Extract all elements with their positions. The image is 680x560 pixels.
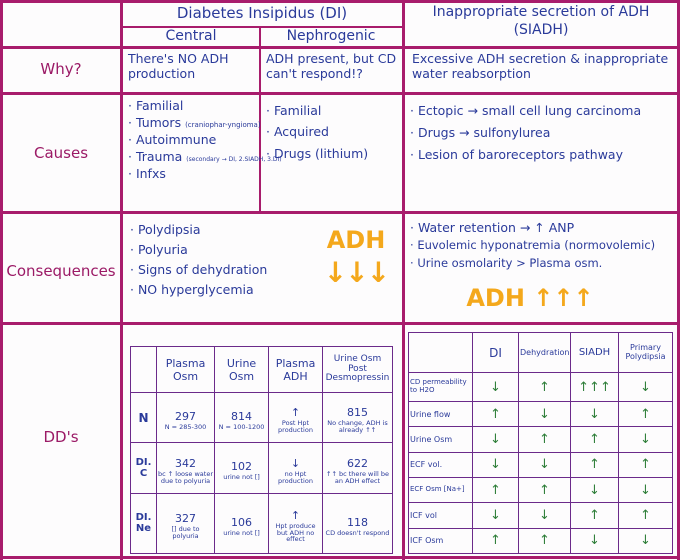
adh-label-di: ADH bbox=[326, 226, 386, 254]
table-cell: ↑ bbox=[519, 373, 571, 402]
table-cell: ↑ bbox=[619, 402, 673, 427]
table-header-cell: SIADH bbox=[571, 333, 619, 373]
table-cell: 297 N = 285-300 bbox=[157, 393, 215, 443]
table-cell: ↓ bbox=[519, 503, 571, 528]
grid-row-dds bbox=[0, 322, 680, 325]
row-label: DI. Ne bbox=[131, 493, 157, 553]
header-di: Diabetes Insipidus (DI) bbox=[176, 4, 348, 22]
header-siadh-abbr: (SIADH) bbox=[513, 22, 569, 38]
table-cell: 815 No change, ADH is already ↑↑ bbox=[323, 393, 393, 443]
why-siadh: Excessive ADH secretion & inappropriate water reabsorption bbox=[412, 51, 669, 81]
list-item: · Familial bbox=[266, 100, 400, 121]
table-cell: ↑ bbox=[473, 402, 519, 427]
adh-increase-label: ADH ↑↑↑ bbox=[466, 284, 594, 312]
table-cell: 106 urine not [] bbox=[215, 493, 269, 553]
row-label: Urine Osm bbox=[409, 427, 473, 452]
table-cell: ↑ bbox=[571, 427, 619, 452]
list-item: · Water retention → ↑ ANP bbox=[410, 218, 674, 237]
row-label: ICF Osm bbox=[409, 528, 473, 553]
table-cell: ↑ bbox=[619, 452, 673, 477]
table-cell: ↓ bbox=[619, 373, 673, 402]
why-nephrogenic: ADH present, but CD can't respond!? bbox=[266, 51, 397, 81]
table-cell: ↑↑↑ bbox=[571, 373, 619, 402]
table-cell: ↓ bbox=[519, 402, 571, 427]
row-label-causes: Causes bbox=[33, 144, 89, 162]
table-cell: ↓ no Hpt production bbox=[269, 443, 323, 493]
table-row bbox=[409, 427, 673, 452]
table-header-row bbox=[409, 333, 673, 373]
table-row bbox=[409, 503, 673, 528]
table-cell: ↓ bbox=[571, 402, 619, 427]
table-cell: ↓ bbox=[473, 452, 519, 477]
table-header-cell: Plasma ADH bbox=[269, 347, 323, 393]
table-cell: ↑ Hpt produce but ADH no effect bbox=[269, 493, 323, 553]
table-cell: ↓ bbox=[571, 478, 619, 503]
list-item: · Polyuria bbox=[130, 240, 320, 260]
grid-row-causes bbox=[0, 92, 680, 95]
table-header-cell: DI bbox=[473, 333, 519, 373]
table-cell: 814 N = 100-1200 bbox=[215, 393, 269, 443]
adh-decrease-arrows: ↓↓↓ bbox=[323, 256, 389, 289]
table-header-cell: Urine Osm bbox=[215, 347, 269, 393]
list-item: · NO hyperglycemia bbox=[130, 280, 320, 300]
list-item: · Ectopic → small cell lung carcinoma bbox=[410, 100, 674, 122]
table-cell: ↑ bbox=[519, 528, 571, 553]
table-row bbox=[409, 402, 673, 427]
row-label: Urine flow bbox=[409, 402, 473, 427]
list-item: · Signs of dehydration bbox=[130, 260, 320, 280]
row-label: ECF Osm [Na+] bbox=[409, 478, 473, 503]
row-label: ICF vol bbox=[409, 503, 473, 528]
grid-bottom bbox=[0, 556, 680, 559]
table-header-cell: Primary Polydipsia bbox=[619, 333, 673, 373]
table-cell: ↑ bbox=[473, 528, 519, 553]
table-cell: ↑ bbox=[473, 478, 519, 503]
table-cell: ↑ bbox=[619, 503, 673, 528]
causes-central-list bbox=[128, 98, 282, 182]
table-cell: ↓ bbox=[519, 452, 571, 477]
row-label: ECF vol. bbox=[409, 452, 473, 477]
table-header-cell: Urine Osm Post Desmopressin bbox=[323, 347, 393, 393]
table-cell: ↑ Post Hpt production bbox=[269, 393, 323, 443]
list-item: · Urine osmolarity > Plasma osm. bbox=[410, 255, 674, 273]
table-cell: ↓ bbox=[571, 528, 619, 553]
dd-table-di bbox=[130, 346, 393, 554]
table-cell: 118 CD doesn't respond bbox=[323, 493, 393, 553]
list-item: · Autoimmune bbox=[128, 132, 258, 149]
table-cell: ↑ bbox=[571, 503, 619, 528]
list-item: · Acquired bbox=[266, 121, 400, 142]
table-cell: ↑ bbox=[519, 427, 571, 452]
row-label-dds: DD's bbox=[43, 428, 79, 446]
consequences-di-list bbox=[130, 220, 320, 300]
table-header-cell: Dehydration bbox=[519, 333, 571, 373]
row-label-why: Why? bbox=[40, 60, 82, 78]
dd-table-comparison bbox=[408, 332, 673, 554]
grid-row-why bbox=[0, 46, 680, 49]
table-cell: ↑ bbox=[519, 478, 571, 503]
table-header-cell: Plasma Osm bbox=[157, 347, 215, 393]
row-label: N bbox=[131, 393, 157, 443]
table-cell: 342 bc ↑ loose water due to polyuria bbox=[157, 443, 215, 493]
table-cell: ↓ bbox=[619, 427, 673, 452]
row-label: CD permeability to H2O bbox=[409, 373, 473, 402]
grid-col-central bbox=[259, 26, 261, 211]
table-header-cell bbox=[131, 347, 157, 393]
row-label-consequences: Consequences bbox=[6, 262, 116, 280]
list-item: · Drugs (lithium) bbox=[266, 143, 400, 164]
table-cell: ↓ bbox=[473, 503, 519, 528]
list-item: · Familial bbox=[128, 98, 258, 115]
table-cell: ↓ bbox=[619, 528, 673, 553]
list-item: · Euvolemic hyponatremia (normovolemic) bbox=[410, 237, 674, 255]
table-row bbox=[409, 478, 673, 503]
row-label: DI. C bbox=[131, 443, 157, 493]
table-header-cell bbox=[409, 333, 473, 373]
header-siadh: Inappropriate secretion of ADH bbox=[432, 4, 650, 20]
table-cell: 102 urine not [] bbox=[215, 443, 269, 493]
grid-top bbox=[0, 0, 680, 3]
grid-left bbox=[0, 0, 3, 560]
causes-siadh-list bbox=[410, 100, 674, 166]
list-item: · Drugs → sulfonylurea bbox=[410, 122, 674, 144]
why-central: There's NO ADH production bbox=[128, 51, 229, 81]
table-row bbox=[131, 393, 393, 443]
table-row bbox=[409, 452, 673, 477]
grid-col-siadh bbox=[402, 0, 405, 560]
table-cell: ↓ bbox=[619, 478, 673, 503]
list-item: · Polydipsia bbox=[130, 220, 320, 240]
table-row bbox=[409, 373, 673, 402]
header-nephrogenic: Nephrogenic bbox=[286, 28, 376, 44]
table-row bbox=[131, 493, 393, 553]
header-central: Central bbox=[165, 28, 217, 44]
table-header-row bbox=[131, 347, 393, 393]
list-item: · Infxs bbox=[128, 166, 258, 183]
grid-col-label bbox=[120, 0, 123, 560]
causes-nephrogenic-list bbox=[266, 100, 400, 164]
consequences-siadh-list bbox=[410, 218, 674, 273]
table-row bbox=[131, 443, 393, 493]
table-cell: 622 ↑↑ bc there will be an ADH effect bbox=[323, 443, 393, 493]
grid-row-consequences bbox=[0, 211, 680, 214]
list-item: · Tumors (craniophar-yngioma) bbox=[128, 115, 258, 132]
table-cell: ↑ bbox=[571, 452, 619, 477]
list-item: · Lesion of baroreceptors pathway bbox=[410, 144, 674, 166]
list-item: · Trauma (secondary → DI, 2.SIADH, 3.DI) bbox=[128, 149, 258, 166]
table-row bbox=[409, 528, 673, 553]
table-cell: ↓ bbox=[473, 427, 519, 452]
table-cell: ↓ bbox=[473, 373, 519, 402]
table-cell: 327 [] due to polyuria bbox=[157, 493, 215, 553]
